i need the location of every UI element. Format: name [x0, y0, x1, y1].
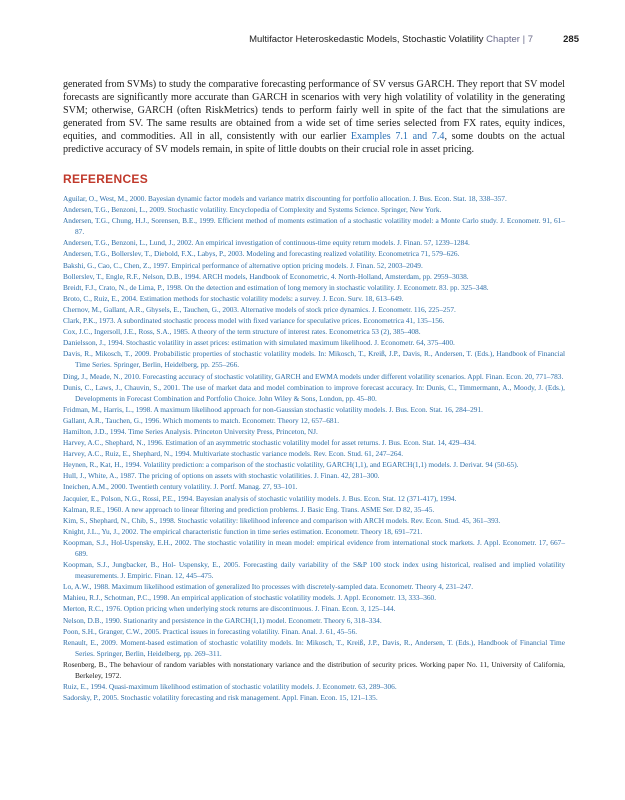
reference-entry[interactable]: Poon, S.H., Granger, C.W., 2005. Practical issues in forecasting volatility. Finan. Anal. J. 61, 45–56. — [63, 626, 358, 636]
reference-entry[interactable]: Gallant, A.R., Tauchen, G., 1996. Which moments to match. Econometr. Theory 12, 657–681. — [63, 415, 340, 425]
reference-entry[interactable]: Broto, C., Ruiz, E., 2004. Estimation methods for stochastic volatility models: a survey. J. Econ. Surv. 18, 613–649. — [63, 293, 404, 303]
page-number: 285 — [563, 34, 579, 45]
reference-entry[interactable]: Nelson, D.B., 1990. Stationarity and persistence in the GARCH(1,1) model. Econometr. Theory 6, 318–334. — [63, 615, 382, 625]
reference-entry[interactable]: Merton, R.C., 1976. Option pricing when underlying stock returns are discontinuous. J. Finan. Econ. 3, 125–144. — [63, 604, 396, 614]
reference-list — [63, 193, 565, 703]
reference-entry[interactable]: Danielsson, J., 1994. Stochastic volatility in asset prices: estimation with simulated maximum likelihood. J. Econometr. 64, 375–400. — [63, 338, 455, 348]
chapter-label-text: Chapter — [486, 34, 520, 45]
reference-entry[interactable]: Kim, S., Shephard, N., Chib, S., 1998. Stochastic volatility: likelihood inference and comparison with ARCH models. Rev. Econ. Stud. 45, 361–393. — [63, 515, 501, 525]
reference-entry[interactable]: Jacquier, E., Polson, N.G., Rossi, P.E., 1994. Bayesian analysis of stochastic volatility models. J. Bus. Econ. Stat. 12 (371-417), 1994. — [63, 493, 457, 503]
reference-entry[interactable]: Renault, E., 2009. Moment-based estimation of stochastic volatility models. In: Mikosch, T., Kreiß, J.P., Davis, R., Andersen, T. (Eds.), Handbook of Financial Time Series. Springer, Berlin, Heidelberg, pp. 269–311. — [63, 637, 565, 658]
reference-entry[interactable]: Knight, J.L., Yu, J., 2002. The empirical characteristic function in time series estimation. Econometr. Theory 18, 691–721. — [63, 526, 423, 536]
reference-entry[interactable]: Sadorsky, P., 2005. Stochastic volatility forecasting and risk management. Appl. Finan. Econ. 15, 121–135. — [63, 693, 378, 703]
reference-entry[interactable]: Fridman, M., Harris, L., 1998. A maximum likelihood approach for non-Gaussian stochastic volatility models. J. Bus. Econ. Stat. 16, 284–291. — [63, 404, 483, 414]
chapter-separator: | — [522, 34, 526, 45]
reference-entry[interactable]: Ruiz, E., 1994. Quasi-maximum likelihood estimation of stochastic volatility models. J. Econometr. 63, 289–306. — [63, 682, 397, 692]
reference-entry[interactable]: Clark, P.K., 1973. A subordinated stochastic process model with fixed variance for speculative prices. Econometrica 41, 135–156. — [63, 316, 445, 326]
reference-entry[interactable]: Koopman, S.J., Jungbacker, B., Hol- Uspensky, E., 2005. Forecasting daily variability of the S&P 100 stock index using historical, realised and implied volatility measurements. J. Empiric. Finan. 12, 445–475. — [63, 560, 565, 581]
reference-entry[interactable]: Hull, J., White, A., 1987. The pricing of options on assets with stochastic volatilities. J. Finan. 42, 281–300. — [63, 471, 380, 481]
reference-entry[interactable]: Ding, J., Meade, N., 2010. Forecasting accuracy of stochastic volatility, GARCH and EWMA models under different volatility scenarios. Appl. Finan. Econ. 20, 771–783. — [63, 371, 564, 381]
reference-entry[interactable]: Rosenberg, B., The behaviour of random variables with nonstationary variance and the distribution of security prices. Working paper No. 11, University of California, Berkeley, 1972. — [63, 659, 565, 681]
reference-entry[interactable]: Chernov, M., Gallant, A.R., Ghysels, E., Tauchen, G., 2003. Alternative models of stock price dynamics. J. Econometr. 116, 225–257. — [63, 304, 456, 314]
reference-entry[interactable]: Harvey, A.C., Shephard, N., 1996. Estimation of an asymmetric stochastic volatility model for asset returns. J. Bus. Econ. Stat. 14, 429–434. — [63, 438, 476, 448]
reference-entry[interactable]: Bollerslev, T., Engle, R.F., Nelson, D.B., 1994. ARCH models, Handbook of Econometric, 4. North-Holland, Amsterdam, pp. 2959–3038. — [63, 271, 469, 281]
reference-entry[interactable]: Andersen, T.G., Bollerslev, T., Diebold, F.X., Labys, P., 2003. Modeling and forecasting realized volatility. Econometrica 71, 579–626. — [63, 249, 460, 259]
running-title-text: Multifactor Heteroskedastic Models, Stochastic Volatility — [249, 34, 484, 45]
reference-entry[interactable]: Heynen, R., Kat, H., 1994. Volatility prediction: a comparison of the stochastic volatility, GARCH(1,1), and EGARCH(1,1) models. J. Derivat. 94 (50-65). — [63, 460, 519, 470]
running-header — [0, 34, 625, 48]
chapter-number: 7 — [527, 34, 533, 45]
reference-entry[interactable]: Mahieu, R.J., Schotman, P.C., 1998. An empirical application of stochastic volatility models. J. Appl. Econometr. 13, 333–360. — [63, 593, 437, 603]
running-title — [249, 34, 533, 45]
reference-entry[interactable]: Andersen, T.G., Chung, H.J., Sorensen, B.E., 1999. Efficient method of moments estimation of a stochastic volatility model: a Monte Carlo study. J. Econometr. 91, 61–87. — [63, 216, 565, 237]
reference-entry[interactable]: Bakshi, G., Cao, C., Chen, Z., 1997. Empirical performance of alternative option pricing models. J. Finan. 52, 2003–2049. — [63, 260, 423, 270]
reference-entry[interactable]: Cox, J.C., Ingersoll, J.E., Ross, S.A., 1985. A theory of the term structure of interest rates. Econometrica 53 (2), 385–408. — [63, 327, 421, 337]
reference-entry[interactable]: Lo, A.W., 1988. Maximum likelihood estimation of generalized Ito processes with discretely-sampled data. Econometr. Theory 4, 231–247. — [63, 582, 474, 592]
body-paragraph — [63, 78, 565, 156]
paragraph-text-start: generated from SVMs) to study the comparative forecasting performance of SV versus GARCH. They report that SV model forecasts are significantly more accurate than GARCH in scenarios with very high volatility of volatility in the generating SVM; otherwise, GARCH (often RiskMetrics) tends to perform fairly well in spite of the fact that the simulations are generated from SV. The same results are obtained from a wide set of time series selected from FX rates, equity indices, equities, and commodities. All in all, consistently with our earlier — [63, 79, 565, 142]
references-heading: REFERENCES — [63, 172, 149, 186]
chapter-label — [486, 34, 533, 45]
reference-entry[interactable]: Dunis, C., Laws, J., Chauvin, S., 2001. The use of market data and model combination to improve forecast accuracy. In: Dunis, C., Timmermann, A., Moody, J. (Eds.), Developments in Forecast Combination and Portfolio Choice. John Wiley & Sons, London, pp. 45–80. — [63, 382, 565, 403]
reference-entry[interactable]: Aguilar, O., West, M., 2000. Bayesian dynamic factor models and variance matrix discounting for portfolio allocation. J. Bus. Econ. Stat. 18, 338–357. — [63, 194, 507, 203]
reference-entry[interactable]: Breidt, F.J., Crato, N., de Lima, P., 1998. On the detection and estimation of long memory in stochastic volatility. J. Econometr. 83. pp. 325–348. — [63, 282, 489, 292]
reference-entry[interactable]: Harvey, A.C., Ruiz, E., Shephard, N., 1994. Multivariate stochastic variance models. Rev. Econ. Stud. 61, 247–264. — [63, 449, 404, 459]
examples-link[interactable]: Examples 7.1 and 7.4 — [350, 131, 445, 142]
reference-entry[interactable]: Kalman, R.E., 1960. A new approach to linear filtering and prediction problems. J. Basic Eng. Trans. ASME Ser. D 82, 35–45. — [63, 504, 435, 514]
reference-entry[interactable]: Ineichen, A.M., 2000. Twentieth century volatility. J. Portf. Manag. 27, 93–101. — [63, 482, 298, 492]
reference-entry[interactable]: Hamilton, J.D., 1994. Time Series Analysis. Princeton University Press, Princeton, NJ. — [63, 426, 318, 436]
reference-entry[interactable]: Andersen, T.G., Benzoni, L., Lund, J., 2002. An empirical investigation of continuous-time equity return models. J. Finan. 57, 1239–1284. — [63, 238, 470, 248]
reference-entry[interactable]: Koopman, S.J., Hol-Uspensky, E.H., 2002. The stochastic volatility in mean model: empirical evidence from international stock markets. J. Appl. Econometr. 17, 667–689. — [63, 537, 565, 558]
reference-entry[interactable]: Davis, R., Mikosch, T., 2009. Probabilistic properties of stochastic volatility models. In: Mikosch, T., Kreiß, J.P., Davis, R., Andersen, T. (Eds.), Handbook of Financial Time Series. Springer, Berlin, Heidelberg, pp. 255–266. — [63, 349, 565, 370]
paragraph-text-end: , some doubts on the actual predictive accuracy of SV models remain, in spite of little doubts on their crucial role in asset pricing. — [63, 131, 566, 155]
reference-entry[interactable]: Andersen, T.G., Benzoni, L., 2009. Stochastic volatility. Encyclopedia of Complexity and Systems Science. Springer, New York. — [63, 205, 442, 215]
